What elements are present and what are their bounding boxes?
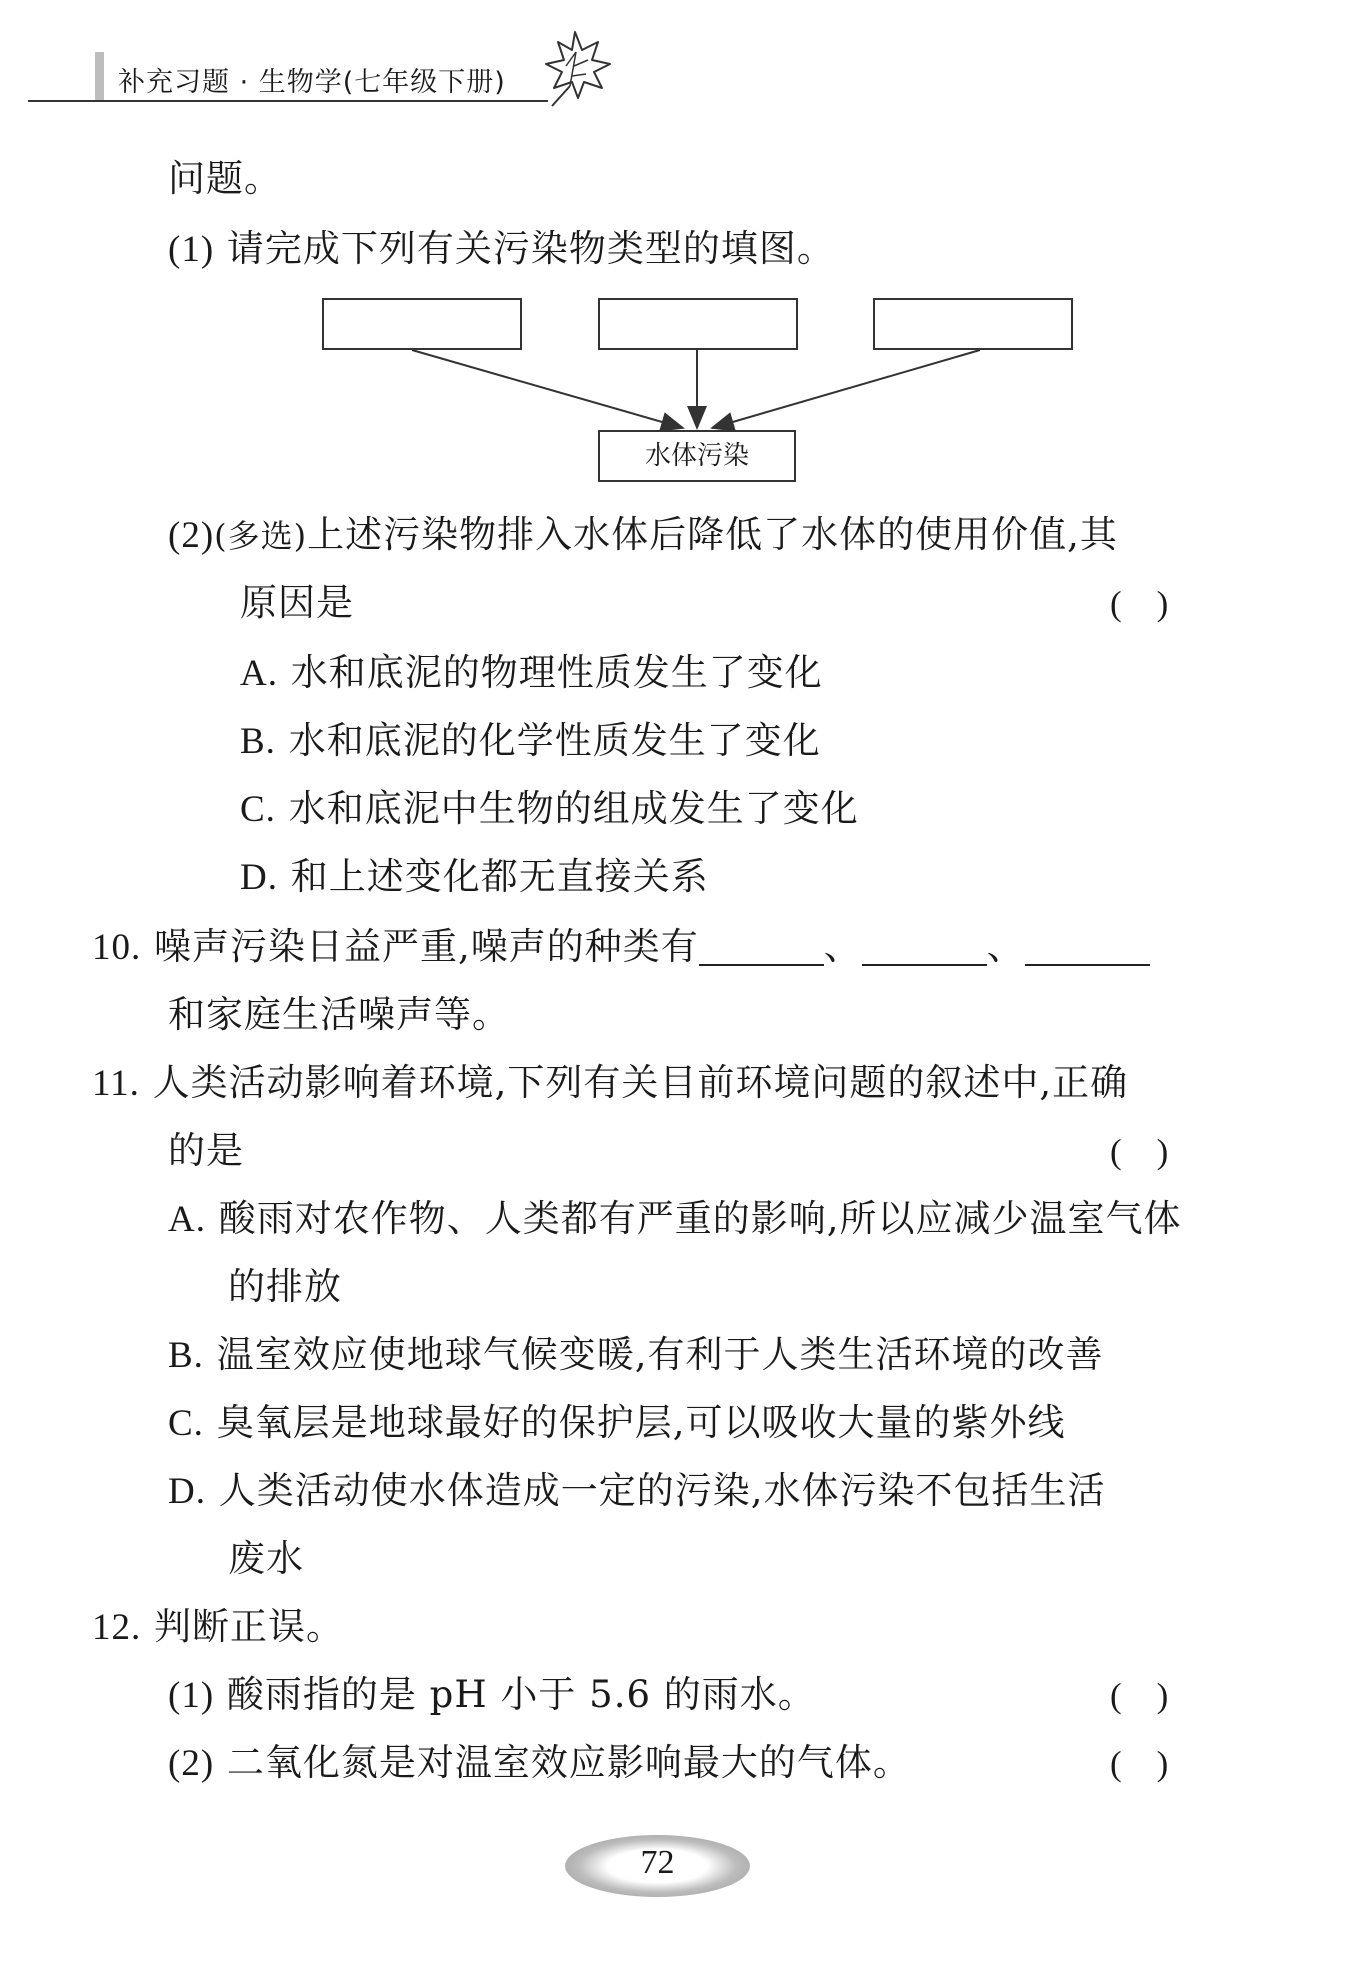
q12-line (92, 1605, 345, 1648)
q9-option-b[interactable] (240, 719, 821, 762)
q12-item-1 (168, 1673, 816, 1716)
q9-part2-tag: (多选) (214, 517, 308, 555)
q9-answer-paren[interactable]: ( ) (1110, 584, 1169, 623)
q9-option-c[interactable] (240, 787, 859, 830)
q9-part2-line1 (168, 513, 1118, 556)
q10-blank-2[interactable] (862, 932, 987, 966)
option-letter: C. (240, 789, 276, 830)
arrow-left (412, 350, 683, 428)
intro-text: 问题。 (168, 157, 282, 200)
option-letter: C. (168, 1403, 204, 1444)
q12-item-1-paren[interactable]: ( ) (1110, 1676, 1169, 1715)
q10-line1 (92, 925, 1150, 968)
diagram-arrows (0, 0, 1350, 500)
q10-text: 噪声污染日益严重,噪声的种类有 (154, 925, 699, 968)
option-text: 酸雨对农作物、人类都有严重的影响,所以应减少温室气体 (218, 1197, 1182, 1240)
option-letter: A. (168, 1199, 206, 1240)
q11-option-b[interactable] (168, 1333, 1104, 1376)
q12-number: 12. (92, 1607, 142, 1648)
q10-blank-1[interactable] (699, 932, 824, 966)
option-letter: D. (168, 1471, 206, 1512)
q10-sep-2: 、 (986, 925, 1025, 968)
option-text: 水和底泥中生物的组成发生了变化 (288, 787, 859, 830)
header-title: 补充习题 · 生物学(七年级下册) (118, 67, 506, 98)
q12-item-2 (168, 1741, 911, 1784)
q12-item-2-text: 二氧化氮是对温室效应影响最大的气体。 (226, 1741, 911, 1784)
option-text: 温室效应使地球气候变暖,有利于人类生活环境的改善 (216, 1333, 1104, 1376)
page-number: 72 (640, 1844, 675, 1881)
q12-item-1-label: (1) (168, 1675, 215, 1716)
q11-number: 11. (92, 1063, 140, 1104)
option-text: 臭氧层是地球最好的保护层,可以吸收大量的紫外线 (216, 1401, 1066, 1444)
q11-option-d[interactable] (168, 1469, 1106, 1512)
q11-line1 (92, 1061, 1129, 1104)
q12-item-1-text: 酸雨指的是 pH 小于 5.6 的雨水。 (226, 1673, 816, 1716)
q11-option-a-cont: 的排放 (228, 1265, 342, 1308)
option-letter: B. (168, 1335, 204, 1376)
q11-answer-paren[interactable]: ( ) (1110, 1132, 1169, 1171)
q11-option-d-cont: 废水 (228, 1537, 304, 1580)
q9-part1-label: (1) (168, 229, 215, 270)
q10-line2: 和家庭生活噪声等。 (168, 993, 510, 1036)
option-text: 和上述变化都无直接关系 (290, 855, 709, 898)
q12-item-2-paren[interactable]: ( ) (1110, 1744, 1169, 1783)
option-text: 水和底泥的化学性质发生了变化 (288, 719, 821, 762)
q9-part2-text: 上述污染物排入水体后降低了水体的使用价值,其 (307, 513, 1118, 556)
diagram-target-box: 水体污染 (598, 430, 796, 482)
option-text: 人类活动使水体造成一定的污染,水体污染不包括生活 (218, 1469, 1106, 1512)
q9-option-d[interactable] (240, 855, 709, 898)
option-letter: D. (240, 857, 278, 898)
option-letter: B. (240, 721, 276, 762)
q10-sep-1: 、 (823, 925, 862, 968)
q12-text: 判断正误。 (154, 1605, 345, 1648)
q10-number: 10. (92, 927, 142, 968)
q12-item-2-label: (2) (168, 1743, 215, 1784)
q9-part2-label: (2) (168, 515, 215, 556)
option-letter: A. (240, 653, 278, 694)
option-text: 水和底泥的物理性质发生了变化 (290, 651, 823, 694)
q10-blank-3[interactable] (1025, 932, 1150, 966)
q9-option-a[interactable] (240, 651, 823, 694)
q9-part2-line2: 原因是 (240, 581, 354, 624)
q9-part1-text: 请完成下列有关污染物类型的填图。 (226, 227, 835, 270)
q11-line2: 的是 (168, 1129, 244, 1172)
q11-text: 人类活动影响着环境,下列有关目前环境问题的叙述中,正确 (152, 1061, 1129, 1104)
arrow-right (712, 350, 980, 428)
q11-option-c[interactable] (168, 1401, 1066, 1444)
q11-option-a[interactable] (168, 1197, 1182, 1240)
